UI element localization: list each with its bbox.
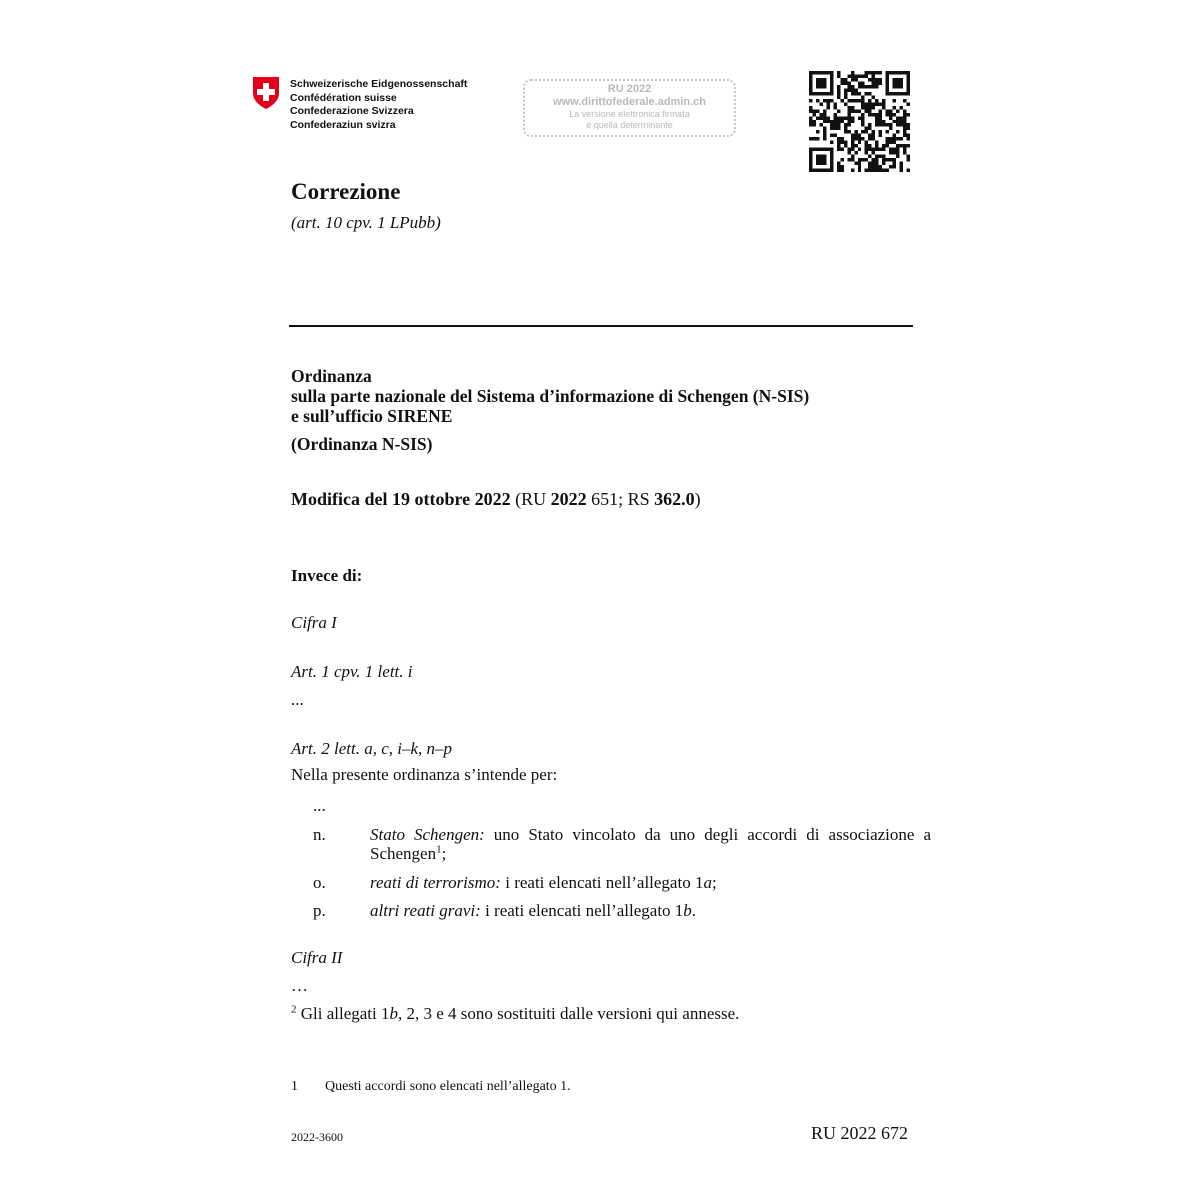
federation-name-rm: Confederaziun svizra [290, 118, 396, 131]
federation-name-de: Schweizerische Eidgenossenschaft [290, 78, 468, 90]
cifra-ii-heading: Cifra II [291, 948, 343, 967]
federation-name-it: Confederazione Svizzera [290, 105, 414, 117]
amendment-ru-year: 2022 [550, 489, 587, 509]
list-item-label: o. [313, 873, 326, 892]
footnote-text: Questi accordi sono elencati nell’allegato 1. [325, 1079, 571, 1094]
paragraph-text-before: Gli allegati 1 [296, 1004, 390, 1023]
ordinance-title [291, 366, 809, 454]
list-item-text [370, 825, 931, 863]
footnote-number: 1 [291, 1079, 298, 1094]
paragraph-text-after: , 2, 3 e 4 sono sostituiti dalle versioni qui annesse. [398, 1004, 740, 1023]
ordinance-line-1: Ordinanza [291, 366, 372, 386]
art2-heading: Art. 2 lett. a, c, i–k, n–p [291, 739, 453, 758]
ellipsis-1: ... [291, 690, 304, 709]
amendment-ru-page: 651; RS [586, 489, 655, 509]
paragraph-number: 2 [291, 1003, 297, 1016]
federation-name-fr: Confédération suisse [290, 91, 397, 104]
definition-term: reati di terrorismo: [370, 873, 501, 892]
definition-text: i reati elencati nell’allegato 1 [500, 873, 704, 892]
swiss-coat-of-arms-icon [252, 76, 280, 110]
annex-suffix: b [389, 1004, 399, 1023]
amendment-rs-number: 362.0 [654, 489, 695, 509]
list-item-text [370, 873, 931, 892]
stamp-note-1: La versione elettronica firmata [569, 109, 690, 119]
definition-term: Stato Schengen: [370, 825, 485, 844]
art2-intro: Nella presente ordinanza s’intende per: [291, 765, 558, 784]
amendment-line [291, 489, 701, 510]
federation-names [290, 78, 467, 132]
definition-text: i reati elencati nell’allegato 1 [480, 901, 684, 920]
paragraph-2 [291, 1004, 739, 1024]
qr-code-icon [809, 71, 910, 172]
definition-tail: . [691, 901, 697, 920]
official-stamp [523, 79, 736, 137]
ordinance-line-2: sulla parte nazionale del Sistema d’informazione di Schengen (N-SIS) [291, 386, 810, 406]
stamp-note-2: è quella determinante [586, 120, 673, 130]
instead-of-heading: Invece di: [291, 566, 363, 585]
amendment-close: ) [694, 489, 701, 509]
document-number: 2022-3600 [291, 1130, 343, 1144]
divider [289, 325, 913, 327]
amendment-ru-open: (RU [515, 489, 551, 509]
definition-text: uno Stato vincolato da uno degli accordi di associazione a Schengen [370, 825, 932, 863]
definition-tail: ; [441, 844, 447, 863]
list-item-label: n. [313, 825, 326, 844]
stamp-ru: RU 2022 [607, 83, 652, 95]
list-item-text [370, 901, 931, 920]
art1-heading: Art. 1 cpv. 1 lett. i [291, 662, 413, 681]
footnote-ref: 1 [436, 843, 442, 856]
annex-suffix: b [683, 901, 692, 920]
list-item-label: p. [313, 901, 326, 920]
page-subtitle: (art. 10 cpv. 1 LPubb) [291, 213, 441, 232]
page-title: Correzione [291, 179, 401, 204]
cifra-i-heading: Cifra I [291, 613, 337, 632]
ellipsis-2: … [291, 976, 308, 995]
amendment-date: Modifica del 19 ottobre 2022 [291, 489, 511, 509]
list-ellipsis: ... [313, 796, 326, 815]
definition-term: altri reati gravi: [370, 901, 481, 920]
stamp-url: www.dirittofederale.admin.ch [552, 96, 706, 108]
ordinance-short-title: (Ordinanza N-SIS) [291, 434, 433, 454]
definition-tail: ; [711, 873, 717, 892]
footnote [291, 1079, 571, 1095]
ru-reference: RU 2022 672 [811, 1123, 909, 1143]
ordinance-line-3: e sull’ufficio SIRENE [291, 406, 453, 426]
annex-suffix: a [703, 873, 712, 892]
